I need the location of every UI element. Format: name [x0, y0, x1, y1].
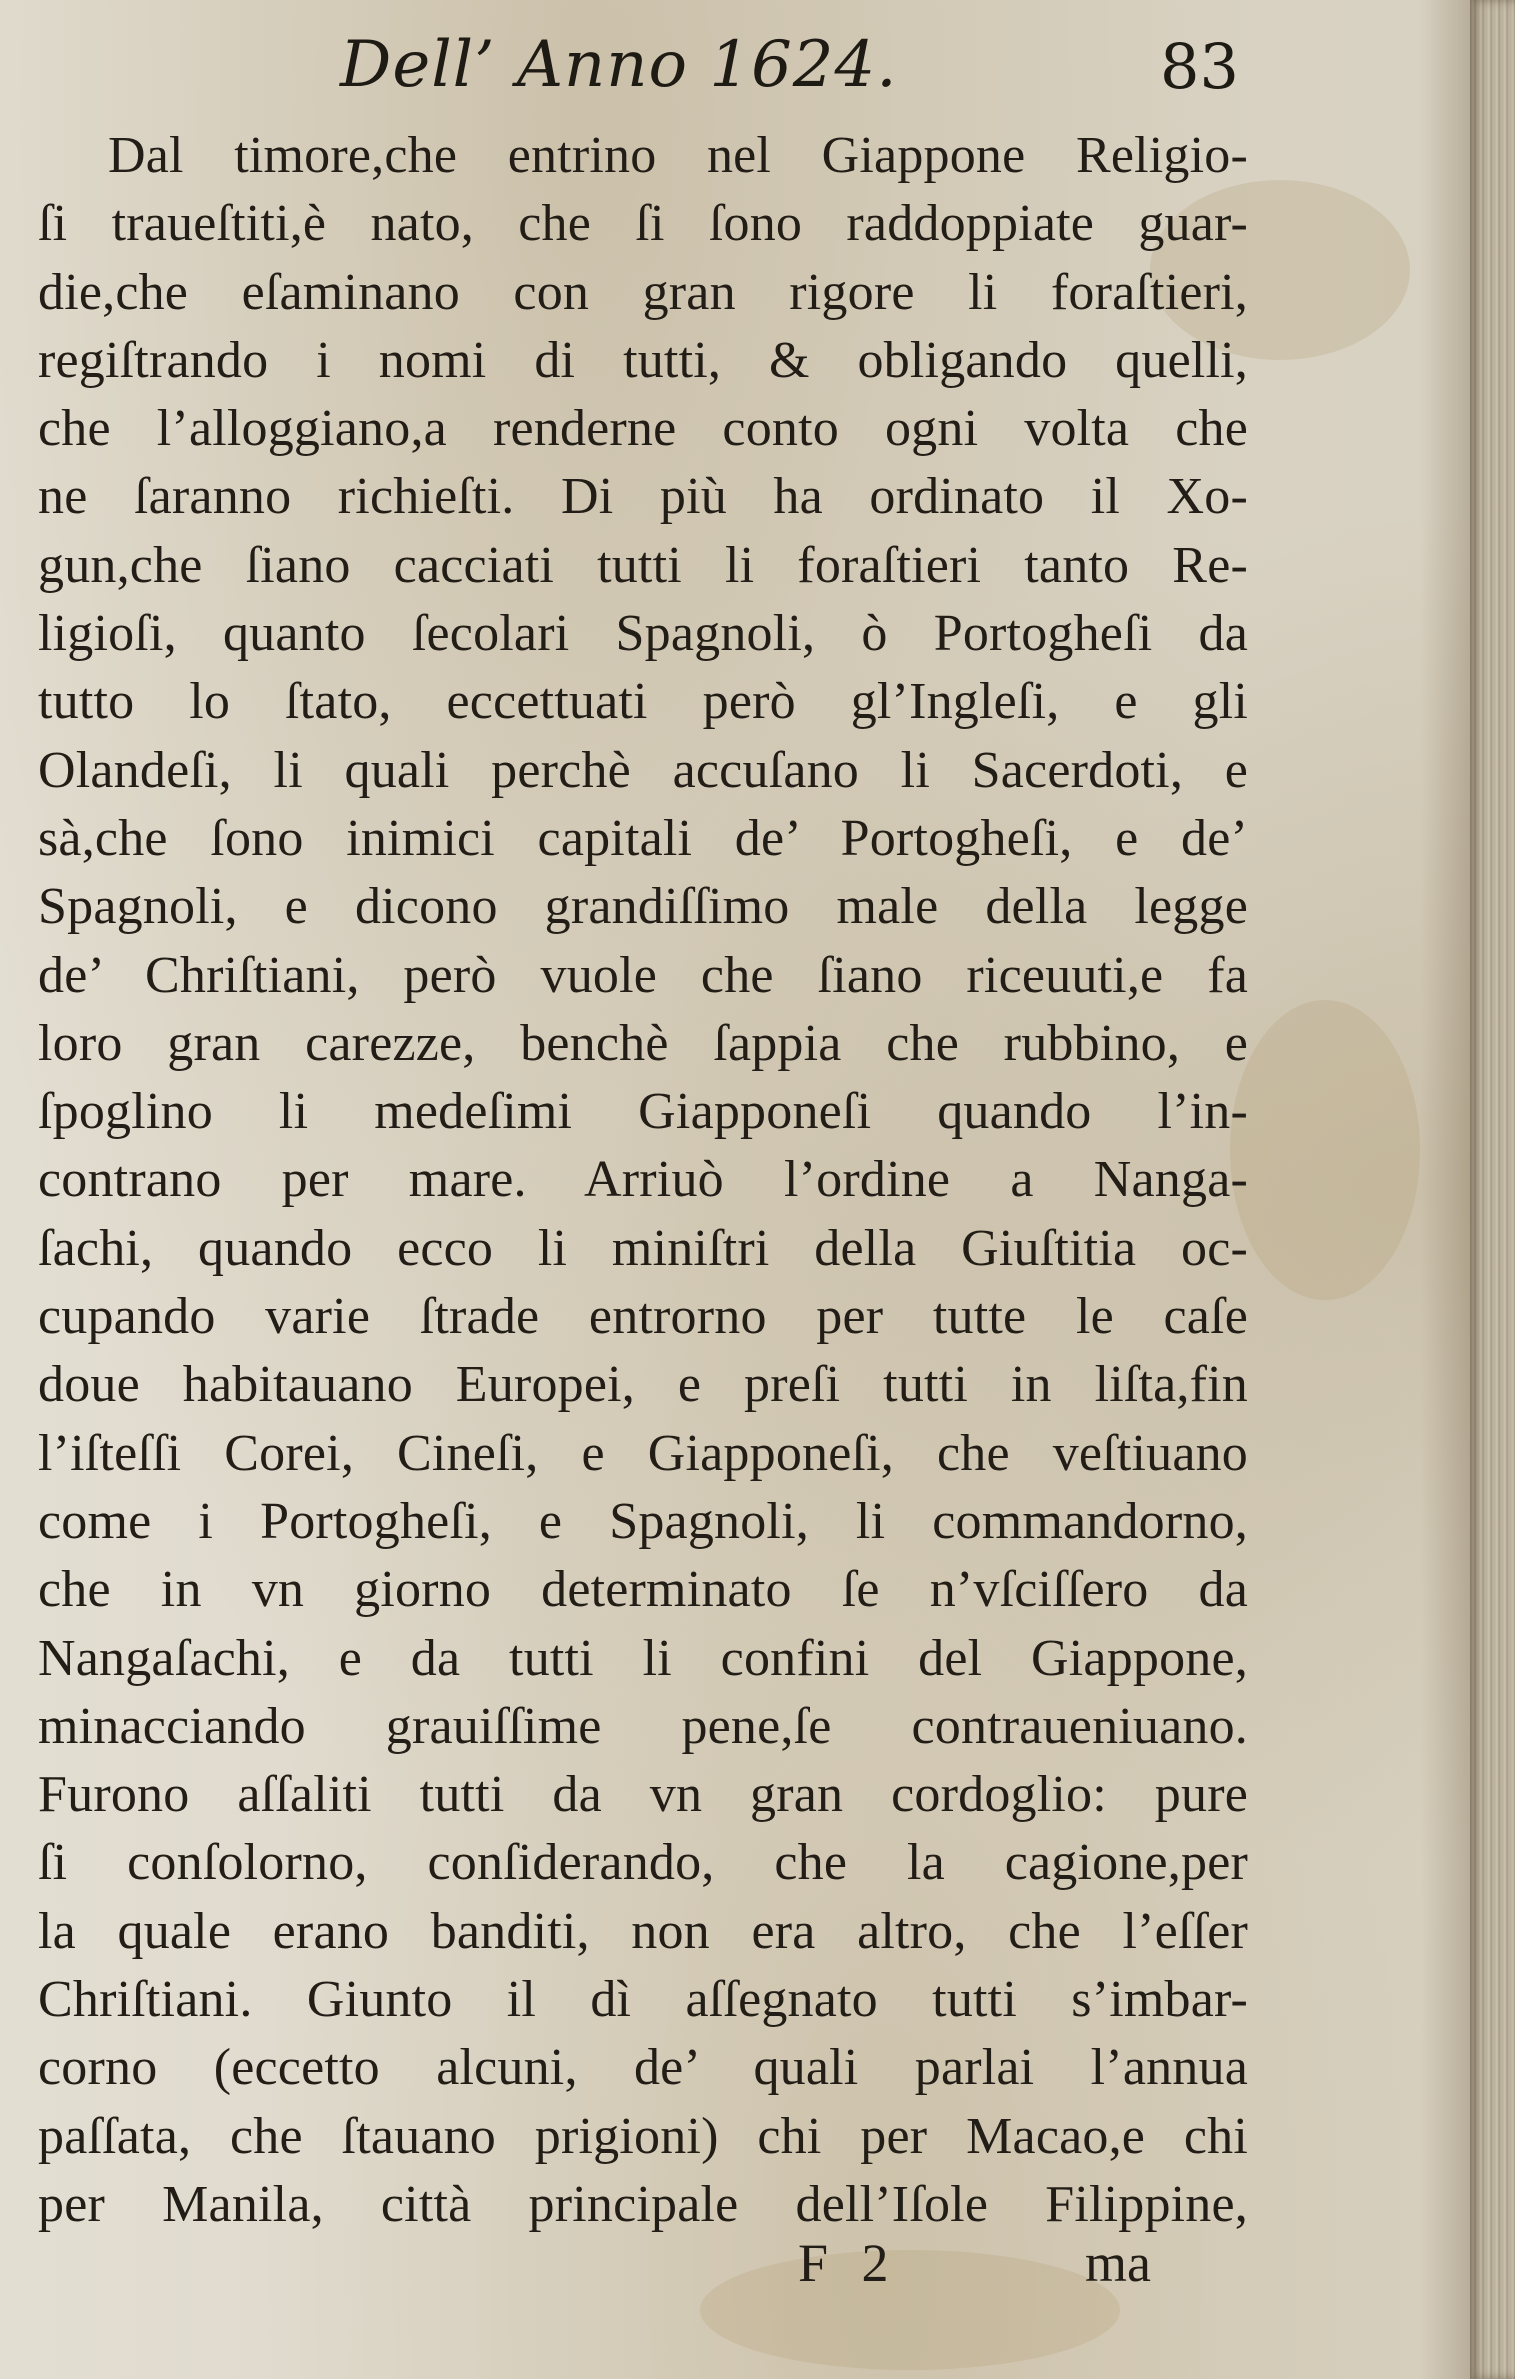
text-line: gun,che ſiano cacciati tutti li foraſtieri tanto Re-: [38, 536, 1248, 594]
text-line: per Manila, città principale dell’Iſole Filippine,: [38, 2175, 1248, 2233]
text-line: cupando varie ſtrade entrorno per tutte le caſe: [38, 1288, 1248, 1346]
text-line: Chriſtiani. Giunto il dì aſſegnato tutti s’imbar-: [38, 1971, 1248, 2029]
text-line: tutto lo ſtato, eccettuati però gl’Ingleſi, e gli: [38, 673, 1248, 731]
page-number: 83: [1160, 30, 1239, 103]
text-line: de’ Chriſtiani, però vuole che ſiano riceuuti,e fa: [38, 946, 1248, 1004]
text-line: ne ſaranno richieſti. Di più ha ordinato il Xo-: [38, 468, 1248, 526]
text-line: corno (eccetto alcuni, de’ quali parlai l’annua: [38, 2039, 1248, 2097]
text-line: contrano per mare. Arriuò l’ordine a Nanga-: [38, 1151, 1248, 1209]
text-line: Furono aſſaliti tutti da vn gran cordoglio: pure: [38, 1766, 1248, 1824]
text-line: la quale erano banditi, non era altro, che l’eſſer: [38, 1902, 1248, 1960]
text-line: Spagnoli, e dicono grandiſſimo male della legge: [38, 878, 1248, 936]
text-line: ſi traueſtiti,è nato, che ſi ſono raddoppiate guar-: [38, 195, 1248, 253]
catchword: ma: [1085, 2233, 1151, 2293]
text-line: loro gran carezze, benchè ſappia che rubbino, e: [38, 1014, 1248, 1072]
text-line: Dal timore,che entrino nel Giappone Religio-: [108, 127, 1248, 184]
text-line: ligioſi, quanto ſecolari Spagnoli, ò Portogheſi da: [38, 605, 1248, 663]
text-line: ſpoglino li medeſimi Giapponeſi quando l’in-: [38, 1083, 1248, 1141]
text-line: minacciando grauiſſime pene,ſe contraueniuano.: [38, 1697, 1248, 1755]
text-line: Nangaſachi, e da tutti li confini del Giappone,: [38, 1629, 1248, 1687]
text-line: che in vn giorno determinato ſe n’vſciſſero da: [38, 1561, 1248, 1619]
signature-mark: F 2: [798, 2233, 899, 2293]
running-head: Dell’ Anno 1624.: [340, 28, 898, 102]
text-line: che l’alloggiano,a renderne conto ogni volta che: [38, 400, 1248, 458]
text-line: l’iſteſſi Corei, Cineſi, e Giapponeſi, che veſtiuano: [38, 1424, 1248, 1482]
text-line: regiſtrando i nomi di tutti, & obligando quelli,: [38, 331, 1248, 389]
text-line: paſſata, che ſtauano prigioni) chi per Macao,e chi: [38, 2107, 1248, 2165]
text-line: sà,che ſono inimici capitali de’ Portogheſi, e de’: [38, 809, 1248, 867]
body-text: [38, 122, 1248, 2239]
book-page-edges: [1470, 0, 1515, 2379]
paper-stain: [1230, 1000, 1420, 1300]
page-fold-shadow: [1420, 0, 1470, 2379]
text-line: come i Portogheſi, e Spagnoli, li commandorno,: [38, 1492, 1248, 1550]
page-footer: [0, 2232, 1470, 2312]
text-line: Olandeſi, li quali perchè accuſano li Sacerdoti, e: [38, 741, 1248, 799]
text-line: die,che eſaminano con gran rigore li foraſtieri,: [38, 263, 1248, 321]
text-line: ſachi, quando ecco li miniſtri della Giuſtitia oc-: [38, 1219, 1248, 1277]
page-header: [0, 28, 1470, 118]
text-line: ſi conſolorno, conſiderando, che la cagione,per: [38, 1834, 1248, 1892]
text-line: doue habitauano Europei, e preſi tutti in liſta,fin: [38, 1356, 1248, 1414]
